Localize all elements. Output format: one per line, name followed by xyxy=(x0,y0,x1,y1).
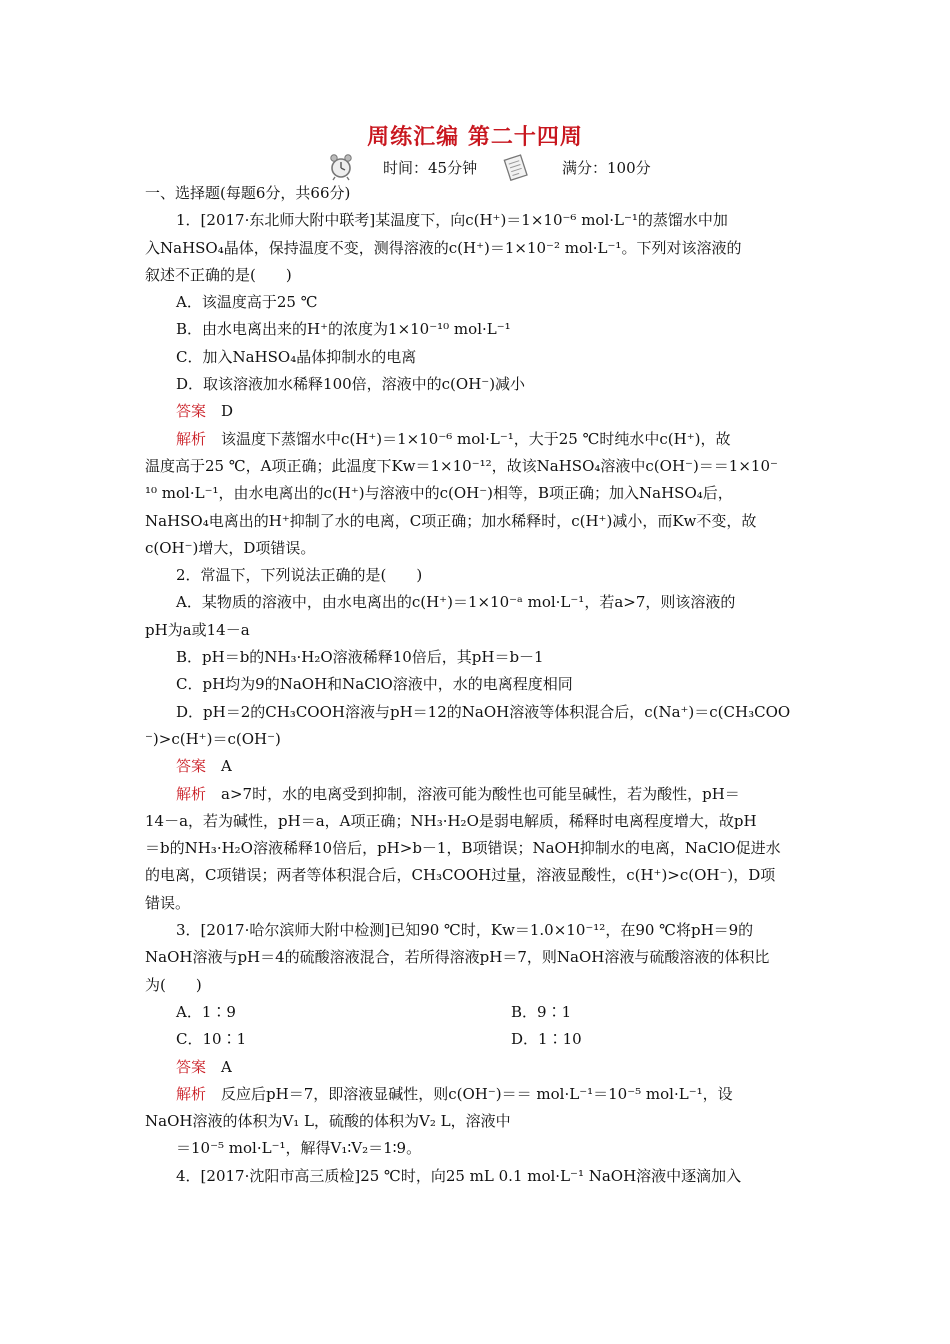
q3-analysis-line xyxy=(145,1081,805,1108)
analysis-label: 解析 xyxy=(176,1084,207,1103)
q3-option-a: A．1∶9 xyxy=(176,1002,236,1021)
answer-value: D xyxy=(221,402,234,421)
q3-answer xyxy=(145,1054,805,1081)
q2-option-c: C．pH均为9的NaOH和NaClO溶液中，水的电离程度相同 xyxy=(176,675,573,694)
q1-analysis-line: 温度高于25 ℃，A项正确；此温度下Kw＝1×10⁻¹²，故该NaHSO₄溶液中c(OH⁻)＝＝1×10⁻ xyxy=(145,456,778,475)
answer-label: 答案 xyxy=(176,1057,207,1076)
q2-option-d-cont: ⁻)>c(H⁺)＝c(OH⁻) xyxy=(145,729,281,748)
q3-stem-line: 3．[2017·哈尔滨师大附中检测]已知90 ℃时，Kw＝1.0×10⁻¹²，在90 ℃将pH＝9的 xyxy=(176,921,754,940)
q2-option-d: D．pH＝2的CH₃COOH溶液与pH＝12的NaOH溶液等体积混合后，c(Na⁺)＝c(CH₃COO xyxy=(176,702,791,721)
exam-score: 满分：100分 xyxy=(562,159,651,177)
q1-option-c: C．加入NaHSO₄晶体抑制水的电离 xyxy=(176,347,417,366)
q3-stem-line: NaOH溶液与pH＝4的硫酸溶液混合，若所得溶液pH＝7，则NaOH溶液与硫酸溶液的体积比 xyxy=(145,948,770,967)
page-title: 周练汇编 第二十四周 xyxy=(367,124,583,150)
q1-option-d: D．取该溶液加水稀释100倍，溶液中的c(OH⁻)减小 xyxy=(176,375,526,394)
q1-answer xyxy=(145,398,805,425)
analysis-text: 反应后pH＝7，即溶液显碱性，则c(OH⁻)＝＝ mol·L⁻¹＝10⁻⁵ mol·L⁻¹，设 xyxy=(221,1084,733,1103)
q3-option-b: B．9∶1 xyxy=(511,1002,572,1021)
exam-paper-icon xyxy=(502,153,530,181)
q2-analysis-line xyxy=(145,781,805,808)
answer-label: 答案 xyxy=(176,402,207,421)
q2-option-a-cont: pH为a或14－a xyxy=(145,620,250,639)
question-body xyxy=(145,180,805,1190)
q1-option-a: A．该温度高于25 ℃ xyxy=(176,293,318,312)
q1-option-b: B．由水电离出来的H⁺的浓度为1×10⁻¹⁰ mol·L⁻¹ xyxy=(176,320,511,339)
q1-stem-line: 入NaHSO₄晶体，保持温度不变，测得溶液的c(H⁺)＝1×10⁻² mol·L⁻¹。下列对该溶液的 xyxy=(145,238,742,257)
q2-option-b: B．pH＝b的NH₃·H₂O溶液稀释10倍后，其pH＝b－1 xyxy=(176,648,544,667)
section-heading: 一、选择题(每题6分，共66分) xyxy=(145,184,351,202)
q1-stem-line: 叙述不正确的是( ) xyxy=(145,265,292,284)
q3-option-c: C．10∶1 xyxy=(176,1030,247,1049)
q3-analysis-line: ＝10⁻⁵ mol·L⁻¹，解得V₁∶V₂＝1∶9。 xyxy=(176,1139,422,1158)
q1-analysis-line: NaHSO₄电离出的H⁺抑制了水的电离，C项正确；加水稀释时，c(H⁺)减小，而Kw不变，故 xyxy=(145,511,757,530)
q1-stem-line: 1．[2017·东北师大附中联考]某温度下，向c(H⁺)＝1×10⁻⁶ mol·L⁻¹的蒸馏水中加 xyxy=(176,211,728,230)
alarm-clock-icon xyxy=(328,153,354,181)
q3-options-row xyxy=(145,999,805,1026)
q1-analysis-line: c(OH⁻)增大，D项错误。 xyxy=(145,538,316,557)
q3-options-row xyxy=(145,1026,805,1053)
q2-stem-line: 2．常温下，下列说法正确的是( ) xyxy=(176,566,423,585)
q2-analysis-line: 14－a，若为碱性，pH＝a，A项正确；NH₃·H₂O是弱电解质，稀释时电离程度增大，故pH xyxy=(145,811,757,830)
q3-analysis-line: NaOH溶液的体积为V₁ L，硫酸的体积为V₂ L，溶液中 xyxy=(145,1112,511,1131)
q1-analysis-line xyxy=(145,426,805,453)
q2-option-a: A．某物质的溶液中，由水电离出的c(H⁺)＝1×10⁻ᵃ mol·L⁻¹，若a>7，则该溶液的 xyxy=(176,593,736,612)
analysis-text: a>7时，水的电离受到抑制，溶液可能为酸性也可能呈碱性，若为酸性，pH＝ xyxy=(221,784,740,803)
q3-stem-line: 为( ) xyxy=(145,975,202,994)
q3-option-d: D．1∶10 xyxy=(511,1030,582,1049)
analysis-text: 该温度下蒸馏水中c(H⁺)＝1×10⁻⁶ mol·L⁻¹，大于25 ℃时纯水中c(H⁺)，故 xyxy=(221,429,731,448)
answer-value: A xyxy=(221,757,232,776)
exam-meta xyxy=(0,153,950,183)
q2-analysis-line: 错误。 xyxy=(145,893,191,912)
q4-stem-line: 4．[2017·沈阳市高三质检]25 ℃时，向25 mL 0.1 mol·L⁻¹ NaOH溶液中逐滴加入 xyxy=(176,1166,742,1185)
analysis-label: 解析 xyxy=(176,784,207,803)
answer-value: A xyxy=(221,1057,232,1076)
analysis-label: 解析 xyxy=(176,429,207,448)
exam-time: 时间：45分钟 xyxy=(383,159,478,177)
q2-analysis-line: ＝b的NH₃·H₂O溶液稀释10倍后，pH>b－1，B项错误；NaOH抑制水的电离，NaClO促进水 xyxy=(145,839,781,858)
q1-analysis-line: ¹⁰ mol·L⁻¹，由水电离出的c(H⁺)与溶液中的c(OH⁻)相等，B项正确；加入NaHSO₄后， xyxy=(145,484,733,503)
answer-label: 答案 xyxy=(176,757,207,776)
q2-analysis-line: 的电离，C项错误；两者等体积混合后，CH₃COOH过量，溶液显酸性，c(H⁺)>c(OH⁻)，D项 xyxy=(145,866,776,885)
q2-answer xyxy=(145,753,805,780)
